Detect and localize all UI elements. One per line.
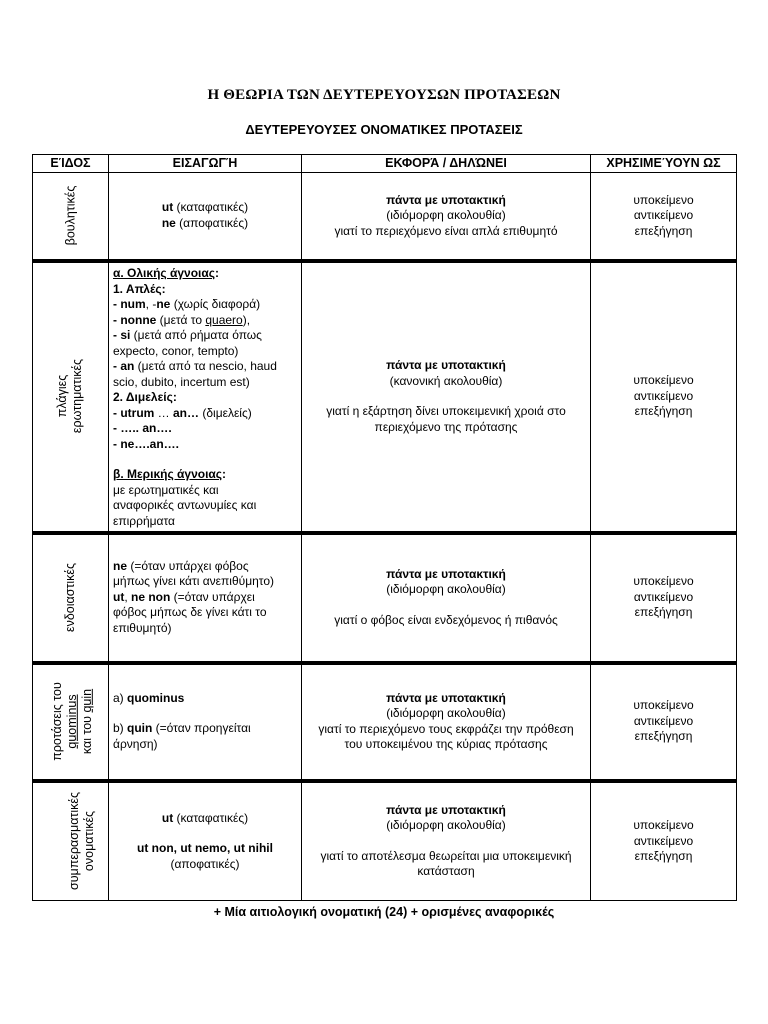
mood-label: πάντα με υποτακτική (386, 802, 506, 817)
header-uses: ΧΡΗΣΙΜΕΎΟΥΝ ΩΣ (591, 155, 737, 173)
header-expression: ΕΚΦΟΡΆ / ΔΗΛΏΝΕΙ (302, 155, 591, 173)
reason-text: γιατί η εξάρτηση δίνει υποκειμενική χροιά στο (326, 404, 566, 418)
mood-label: πάντα με υποτακτική (386, 358, 506, 372)
kind-label: βουλητικές (63, 185, 77, 246)
reason-text: περιεχόμενο της πρότασης (374, 419, 518, 434)
intro-line: ut (καταφατικές) (161, 200, 249, 215)
uses-cell: υποκείμενο αντικείμενο επεξήγηση (591, 663, 737, 781)
kind-label: προτάσεις του quominus και του quin (49, 681, 94, 761)
uses-cell: υποκείμενο αντικείμενο επεξήγηση (591, 533, 737, 663)
clauses-table (32, 154, 737, 901)
intro-cell: ne (=όταν υπάρχει φόβος μήπως γίνει κάτι ανεπιθύμητο) ut, ne non (=όταν υπάρχει φόβος μήπως δε γίνει κάτι το επιθυμητό) (109, 533, 302, 663)
intro-line: ne (αποφατικές) (161, 215, 249, 230)
table-row (33, 533, 737, 663)
kind-label: πλάγιες ερωτηματικές (55, 359, 85, 434)
expression-cell (302, 173, 591, 261)
expression-cell (302, 781, 591, 901)
uses-cell: υποκείμενο αντικείμενο επεξήγηση (591, 261, 737, 533)
sequence-label: (ιδιόμορφη ακολουθία) (386, 706, 506, 720)
intro-cell: α. Ολικής άγνοιας: 1. Απλές: - num, -ne (χωρίς διαφορά) - nonne (μετά το quaero), - si (μετά από ρήματα όπως expecto, conor, tempto) - an (μετά από τα nescio, haud scio, dubito, incertum est) 2. Διμελείς: - utrum … an… (διμελείς) - ….. an…. - ne….an…. β. Μερικής άγνοιας: με ερωτηματικές και αναφορικές αντωνυμίες και επιρρήματα (109, 261, 302, 533)
kind-cell (33, 663, 109, 781)
kind-cell (33, 781, 109, 901)
page-title: Η ΘΕΩΡΙΑ ΤΩΝ ΔΕΥΤΕΡΕΥΟΥΣΩΝ ΠΡΟΤΑΣΕΩΝ (207, 87, 561, 103)
table-row (33, 261, 737, 533)
uses-cell: υποκείμενο αντικείμενο επεξήγηση (591, 173, 737, 261)
page-subtitle: ΔΕΥΤΕΡΕΥΟΥΣΕΣ ΟΝΟΜΑΤΙΚΕΣ ΠΡΟΤΑΣΕΙΣ (245, 122, 523, 137)
table-row (33, 781, 737, 901)
header-intro: ΕΙΣΑΓΩΓΉ (109, 155, 302, 173)
intro-cell (109, 173, 302, 261)
expression-cell (302, 533, 591, 663)
reason-text: γιατί το περιεχόμενο τους εκφράζει την πρόθεση (318, 721, 574, 736)
table-row (33, 663, 737, 781)
footer-note: + Μία αιτιολογική ονοματική (24) + ορισμένες αναφορικές (213, 905, 555, 919)
expression-cell (302, 261, 591, 533)
table-header-row (33, 155, 737, 173)
table-row (33, 173, 737, 261)
intro-cell: ut (καταφατικές) ut non, ut nemo, ut nihil (αποφατικές) (109, 781, 302, 901)
reason-text: κατάσταση (417, 864, 475, 879)
kind-cell (33, 261, 109, 533)
sequence-label: (κανονική ακολουθία) (389, 373, 503, 388)
reason-text: γιατί το περιεχόμενο είναι απλά επιθυμητό (334, 223, 558, 238)
kind-label: συμπερασματικές ονοματικές (67, 792, 96, 890)
intro-cell: a) quominus b) quin (=όταν προηγείται άρνηση) (109, 663, 302, 781)
mood-label: πάντα με υποτακτική (386, 192, 506, 207)
sequence-label: (ιδιόμορφη ακολουθία) (386, 818, 506, 833)
reason-text: γιατί το αποτέλεσμα θεωρείται μια υποκειμενική (320, 848, 572, 863)
kind-cell (33, 533, 109, 663)
kind-label: ενδοιαστικές (62, 562, 77, 632)
expression-cell (302, 663, 591, 781)
header-kind: ΕΊΔΟΣ (33, 155, 109, 173)
mood-label: πάντα με υποτακτική (386, 690, 506, 705)
reason-text: του υποκειμένου της κύριας πρότασης (344, 737, 548, 751)
sequence-label: (ιδιόμορφη ακολουθία) (386, 582, 506, 597)
sequence-label: (ιδιόμορφη ακολουθία) (386, 208, 506, 222)
reason-text: γιατί ο φόβος είναι ενδεχόμενος ή πιθανός (334, 612, 558, 627)
mood-label: πάντα με υποτακτική (386, 566, 506, 581)
uses-cell: υποκείμενο αντικείμενο επεξήγηση (591, 781, 737, 901)
kind-cell (33, 173, 109, 261)
